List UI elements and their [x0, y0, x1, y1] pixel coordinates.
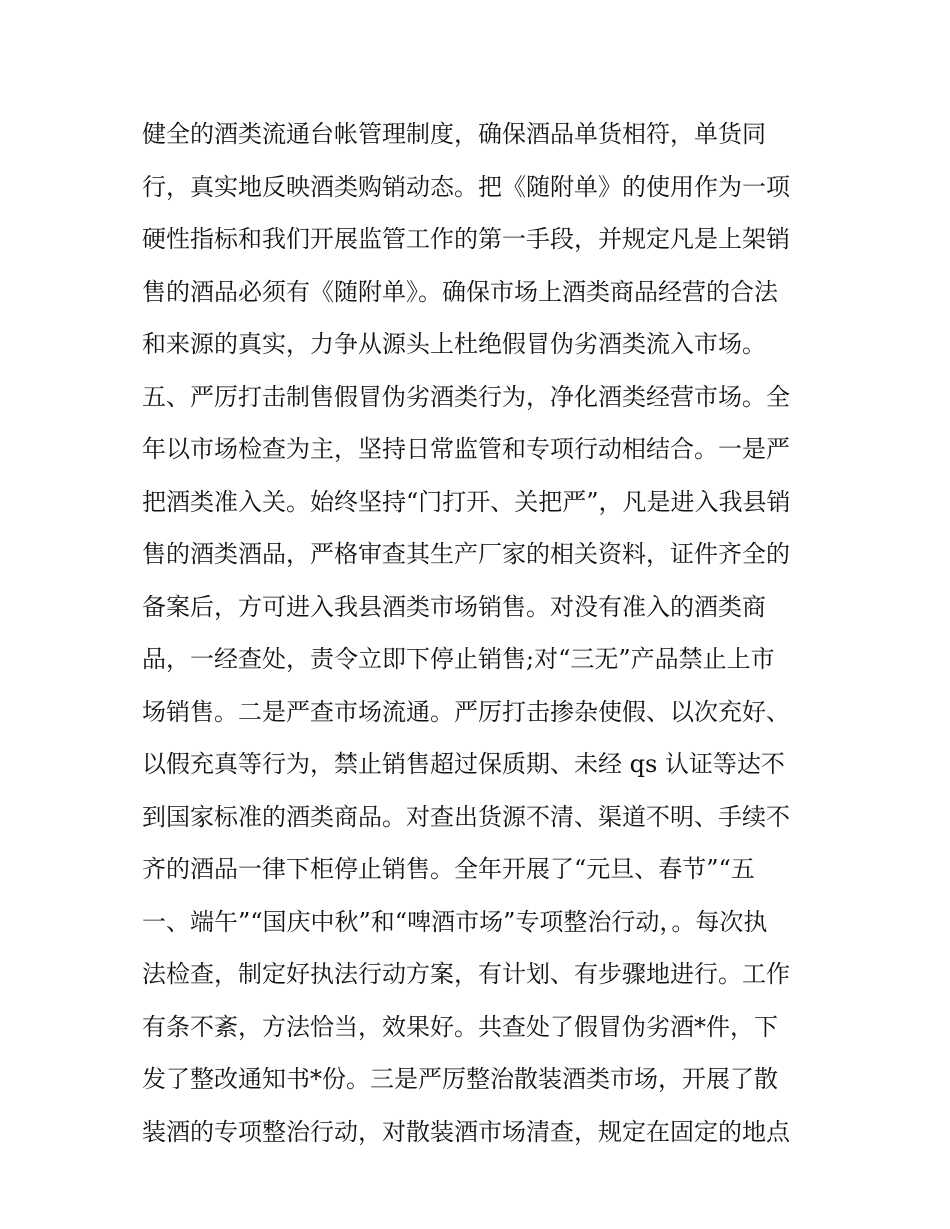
text-line: 备案后，方可进入我县酒类市场销售。对没有准入的酒类商	[142, 592, 766, 621]
text-line: 装酒的专项整治行动，对散装酒市场清查，规定在固定的地点	[142, 1117, 790, 1146]
text-line: 以假充真等行为，禁止销售超过保质期、未经 qs 认证等达不	[142, 750, 785, 778]
text-line: 齐的酒品一律下柜停止销售。全年开展了“元旦、春节”“五	[142, 855, 755, 883]
text-line: 到国家标准的酒类商品。对查出货源不清、渠道不明、手续不	[142, 802, 790, 831]
text-line: 法检查，制定好执法行动方案，有计划、有步骤地进行。工作	[142, 960, 790, 988]
text-line: 一、端午”“国庆中秋”和“啤酒市场”专项整治行动，。每次执	[142, 907, 768, 936]
text-line: 品，一经查处，责令立即下停止销售;对“三无”产品禁止上市	[142, 645, 775, 673]
text-line: 售的酒品必须有《随附单》。确保市场上酒类商品经营的合法	[142, 277, 778, 306]
text-line: 和来源的真实，力争从源头上杜绝假冒伪劣酒类流入市场。	[142, 330, 766, 358]
body-text	[142, 108, 822, 1158]
text-line: 把酒类准入关。始终坚持“门打开、关把严”，凡是进入我县销	[142, 487, 791, 516]
text-line: 售的酒类酒品，严格审查其生产厂家的相关资料，证件齐全的	[142, 540, 790, 568]
text-line: 健全的酒类流通台帐管理制度，确保酒品单货相符，单货同	[142, 120, 766, 148]
text-line: 场销售。二是严查市场流通。严厉打击掺杂使假、以次充好、	[142, 697, 790, 726]
text-line: 年以市场检查为主，坚持日常监管和专项行动相结合。一是严	[142, 435, 790, 463]
text-line: 行，真实地反映酒类购销动态。把《随附单》的使用作为一项	[142, 172, 790, 201]
text-line: 硬性指标和我们开展监管工作的第一手段，并规定凡是上架销	[142, 225, 790, 253]
text-line: 发了整改通知书*份。三是严厉整治散装酒类市场，开展了散	[142, 1065, 778, 1093]
text-line: 五、严厉打击制售假冒伪劣酒类行为，净化酒类经营市场。全	[142, 382, 790, 411]
text-line: 有条不紊，方法恰当，效果好。共查处了假冒伪劣酒*件，下	[142, 1012, 778, 1041]
